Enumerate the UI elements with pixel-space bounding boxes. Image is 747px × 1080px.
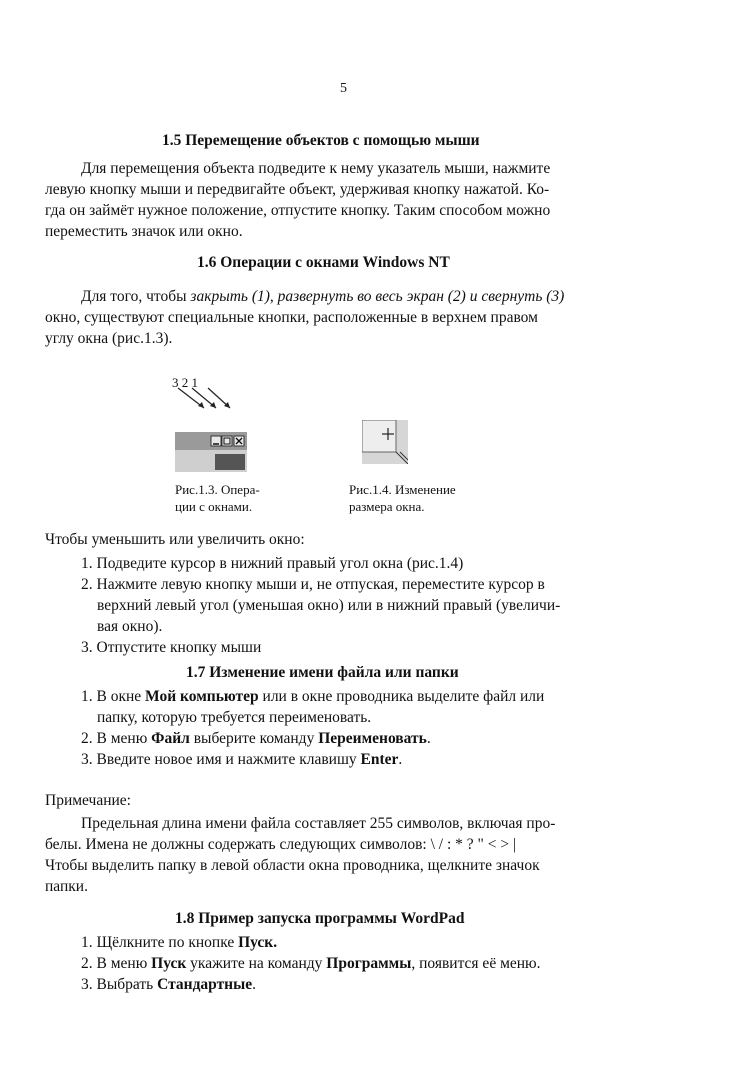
list-text: , появится её меню. (411, 955, 541, 972)
list-bold-text: Enter (360, 751, 399, 768)
note-label: Примечание: (45, 792, 131, 809)
list-text: 2. В меню (81, 730, 152, 747)
paragraph-line: левую кнопку мыши и передвигайте объект, удерживая кнопку нажатой. Ко- (45, 181, 550, 198)
list-bold-text: Файл (151, 730, 190, 747)
paragraph-text: Для того, чтобы (81, 288, 191, 305)
list-item (81, 728, 544, 749)
heading-1-7: 1.7 Изменение имени файла или папки (186, 664, 459, 681)
note-line: Чтобы выделить папку в левой области окна проводника, щелкните значок (45, 857, 540, 874)
list-bold-text: Переименовать (318, 730, 427, 747)
heading-1-6: 1.6 Операции с окнами Windows NT (197, 254, 450, 271)
page-number: 5 (340, 81, 347, 96)
list-bold-text: Программы (326, 955, 412, 972)
paragraph-line: окно, существуют специальные кнопки, расположенные в верхнем правом (45, 309, 538, 326)
paragraph-italic-text: закрыть (1), развернуть во весь экран (2) и свернуть (3) (190, 288, 565, 305)
list-item: 2. Нажмите левую кнопку мыши и, не отпуская, переместите курсор в (81, 576, 545, 593)
caption-line: размера окна. (349, 499, 425, 514)
list-bold-text: Мой компьютер (145, 688, 259, 705)
caption-line: Рис.1.4. Изменение (349, 482, 456, 497)
caption-line: ции с окнами. (175, 499, 253, 514)
paragraph-line: гда он займёт нужное положение, отпустите кнопку. Таким способом можно (45, 202, 551, 219)
list-text: . (426, 730, 431, 747)
note-line: папки. (45, 878, 88, 895)
heading-1-5: 1.5 Перемещение объектов с помощью мыши (162, 132, 480, 149)
figure-1-3-caption (175, 481, 260, 515)
wordpad-steps (81, 932, 541, 995)
list-bold-text: Стандартные (157, 976, 253, 993)
paragraph-1-6 (45, 286, 564, 349)
list-bold-text: Пуск (151, 955, 187, 972)
note-line: белы. Имена не должны содержать следующих символов: \ / : * ? " < > | (45, 836, 517, 853)
rename-steps (81, 686, 544, 770)
list-item (81, 749, 544, 770)
list-item-continuation: верхний левый угол (уменьшая окно) или в нижний правый (увеличи- (97, 597, 561, 614)
note-line: Предельная длина имени файла составляет 255 символов, включая про- (81, 815, 556, 832)
list-text: 1. Щёлкните по кнопке (81, 934, 239, 951)
resize-steps (81, 553, 560, 658)
paragraph-line: переместить значок или окно. (45, 223, 243, 240)
list-bold-text: Пуск. (238, 934, 278, 951)
list-text: выберите команду (189, 730, 319, 747)
figure-numbers: 3 2 1 (172, 375, 198, 390)
window-buttons-figure (175, 432, 247, 472)
note-body (45, 813, 555, 897)
list-item: 1. Подведите курсор в нижний правый угол окна (рис.1.4) (81, 555, 464, 572)
heading-1-8: 1.8 Пример запуска программы WordPad (175, 910, 465, 927)
figure-1-4-caption (349, 481, 456, 515)
list-text: 3. Введите новое имя и нажмите клавишу (81, 751, 361, 768)
paragraph-line: Для перемещения объекта подведите к нему указатель мыши, нажмите (81, 160, 551, 177)
list-text: укажите на команду (186, 955, 327, 972)
paragraph-1-5 (45, 158, 550, 242)
figure-arrows (170, 384, 250, 414)
list-item (81, 932, 541, 953)
list-item (81, 686, 544, 707)
list-item-continuation: папку, которую требуется переименовать. (97, 709, 372, 726)
list-item (81, 953, 541, 974)
resize-intro: Чтобы уменьшить или увеличить окно: (45, 531, 305, 548)
list-text: 1. В окне (81, 688, 146, 705)
caption-line: Рис.1.3. Опера- (175, 482, 260, 497)
paragraph-line: углу окна (рис.1.3). (45, 330, 173, 347)
list-item-continuation: вая окно). (97, 618, 163, 635)
list-text: или в окне проводника выделите файл или (258, 688, 545, 705)
list-item (81, 974, 541, 995)
list-text: . (398, 751, 403, 768)
list-text: 3. Выбрать (81, 976, 158, 993)
resize-corner-figure (362, 420, 408, 464)
list-text: 2. В меню (81, 955, 152, 972)
list-text: . (252, 976, 256, 993)
list-item: 3. Отпустите кнопку мыши (81, 639, 262, 656)
paragraph-line (45, 286, 564, 307)
